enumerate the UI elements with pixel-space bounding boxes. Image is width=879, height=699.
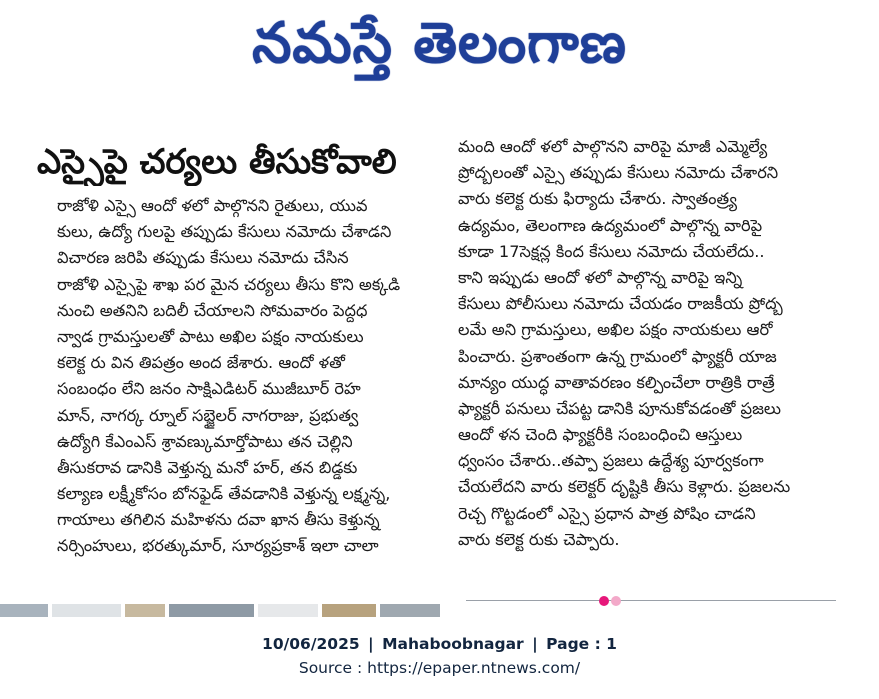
article-line: న్వాడ గ్రామస్తులతో పాటు అఖిల పక్షం నాయకులు <box>57 326 364 346</box>
article-line: వారు కలెక్ట రుకు చెప్పారు. <box>458 529 620 549</box>
article-line: నర్సింహులు, భరత్కుమార్, సూర్యప్రకాశ్ ఇలా చాలా <box>57 536 379 556</box>
article-line: మాన్యం యుద్ధ వాతావరణం కల్పించేలా రాత్రికి రాత్రే <box>458 372 775 392</box>
article-line: ఉద్యోగి కేఎంఎస్ శ్రావణ్కుమార్తోపాటు తన చెల్లిని <box>57 431 353 451</box>
photo-strip-segment <box>258 604 318 617</box>
photo-strip-segment <box>322 604 377 617</box>
page-footer <box>0 632 879 680</box>
photo-strip-segment <box>52 604 122 617</box>
footer-separator: | <box>532 635 538 653</box>
photo-strip-segment <box>125 604 165 617</box>
article-line: చేయలేదని వారు కలెక్టర్ దృష్టికి తీసు కెళ్లారు. ప్రజలను <box>458 477 791 497</box>
photo-strip <box>0 604 440 617</box>
article-line: రెచ్చ గొట్టడంలో ఎస్సై ప్రధాన పాత్ర పోషిం చాడని <box>458 503 756 523</box>
article-line: రాజోళి ఎస్సై ఆందో ళలో పాల్గొనని రైతులు, యువ <box>57 196 368 215</box>
footer-page: Page : 1 <box>546 635 617 653</box>
article-line: మాన్, నాగర్క ర్నూల్ సబ్జైలర్ నాగరాజు, ప్రభుత్వ <box>57 405 359 425</box>
article-line: నుంచి అతనిని బదిలీ చేయాలని సోమవారం పెద్దధ <box>57 300 368 320</box>
end-rule-line <box>466 600 836 601</box>
article-line: కులు, ఉద్యో గులపై తప్పుడు కేసులు నమోదు చేశాడని <box>57 222 392 242</box>
article-line: లమే అని గ్రామస్తులు, అఖిల పక్షం నాయకులు ఆరో <box>458 320 773 340</box>
end-dot-icon <box>611 596 621 606</box>
article-column-left <box>57 193 442 560</box>
article-line: వారు కలెక్ట రుకు ఫిర్యాదు చేశారు. స్వాతంత్ర్య <box>458 189 738 209</box>
article-line: కూడా 17సెక్షన్ల కింద కేసులు నమోదు చేయలేదు.. <box>458 241 765 261</box>
photo-strip-segment <box>0 604 48 617</box>
article-line: ఆందో ళన చెంది ఫ్యాక్టరీకి సంబంధించి ఆస్తులు <box>458 425 743 445</box>
footer-info <box>0 632 879 656</box>
article-line: ప్రోద్బలంతో ఎస్సై తప్పుడు కేసులు నమోదు చేశారని <box>458 163 779 183</box>
article-line: కేసులు పోలీసులు నమోదు చేయడం రాజకీయ ప్రోద్బ <box>458 294 783 314</box>
end-dot-icon <box>599 596 609 606</box>
footer-edition: Mahaboobnagar <box>382 635 524 653</box>
article-line: మంది ఆందో ళలో పాల్గొనని వారిపై మాజీ ఎమ్మెల్యే <box>458 137 768 156</box>
article-line: ధ్వంసం చేశారు..తప్పా ప్రజలు ఉద్దేశ్య పూర్వకంగా <box>458 451 764 471</box>
article-line: గాయాలు తగిలిన మహిళను దవా ఖాన తీసు కెళ్తున్న <box>57 510 380 530</box>
photo-strip-segment <box>169 604 254 617</box>
article-line: విచారణ జరిపి తప్పుడు కేసులు నమోదు చేసిన <box>57 248 349 268</box>
footer-date: 10/06/2025 <box>262 635 360 653</box>
article-line: ఫ్యాక్టరీ పనులు చేపట్ట డానికి పూనుకోవడంతో ప్రజలు <box>458 398 781 418</box>
footer-source[interactable]: Source : https://epaper.ntnews.com/ <box>298 659 581 677</box>
article-line: కలెక్ట రు విన తిపత్రం అంద జేశారు. ఆందో ళతో <box>57 353 345 373</box>
article-end-marker <box>466 596 836 606</box>
article-line: తీసుకరావ డానికి వెళ్తున్న మనో హర్, తన బిడ్డకు <box>57 457 358 477</box>
photo-strip-segment <box>380 604 440 617</box>
article-line: కల్యాణ లక్ష్మీకోసం బోనఫైడ్ తేవడానికి వెళ్తున్న లక్ష్మన్న, <box>57 484 391 504</box>
article-headline: ఎస్సైపై చర్యలు తీసుకోవాలి <box>37 142 397 182</box>
article-line: రాజోళి ఎస్సైపై శాఖ పర మైన చర్యలు తీసు కొని అక్కడి <box>57 274 401 294</box>
masthead <box>0 4 879 84</box>
article-line: ఉద్యమం, తెలంగాణ ఉద్యమంలో పాల్గొన్న వారిపై <box>458 215 763 235</box>
article-line: పించారు. ప్రశాంతంగా ఉన్న గ్రామంలో ఫ్యాక్టరీ యాజ <box>458 346 777 366</box>
footer-separator: | <box>368 635 374 653</box>
article-line: కాని ఇప్పుడు ఆందో ళలో పాల్గొన్న వారిపై ఇన్ని <box>458 267 743 287</box>
newspaper-title: నమస్తే తెలంగాణ <box>252 11 627 76</box>
article-line: సంబంధం లేని జనం సాక్షిఎడిటర్ ముజీబూర్ రెహ <box>57 379 361 399</box>
article-column-right <box>458 134 843 553</box>
